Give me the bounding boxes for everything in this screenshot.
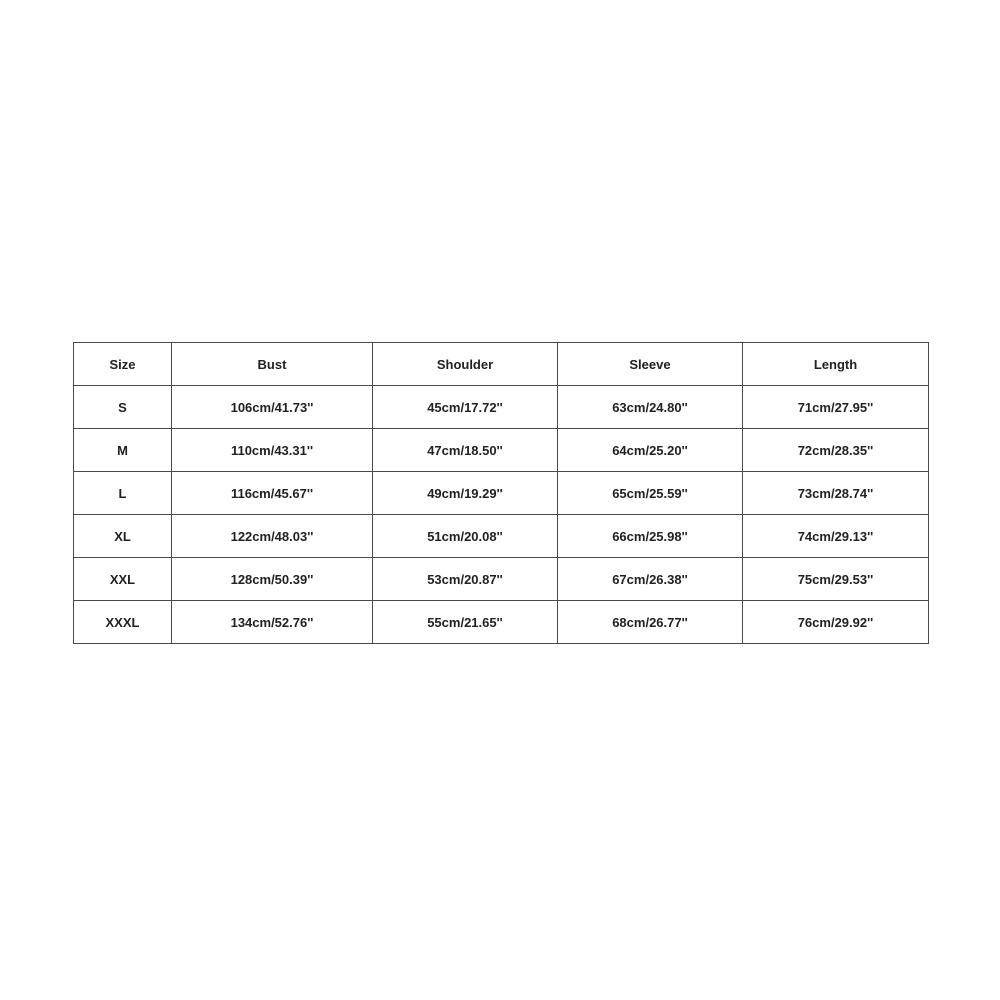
shoulder-cell: 53cm/20.87'' <box>373 558 558 601</box>
bust-cell: 110cm/43.31'' <box>172 429 373 472</box>
size-cell: XL <box>74 515 172 558</box>
header-shoulder: Shoulder <box>373 343 558 386</box>
size-cell: XXXL <box>74 601 172 644</box>
shoulder-cell: 51cm/20.08'' <box>373 515 558 558</box>
bust-cell: 106cm/41.73'' <box>172 386 373 429</box>
bust-cell: 116cm/45.67'' <box>172 472 373 515</box>
size-cell: L <box>74 472 172 515</box>
length-cell: 75cm/29.53'' <box>743 558 929 601</box>
table-row <box>74 386 929 429</box>
length-cell: 74cm/29.13'' <box>743 515 929 558</box>
shoulder-cell: 47cm/18.50'' <box>373 429 558 472</box>
sleeve-cell: 67cm/26.38'' <box>558 558 743 601</box>
size-cell: XXL <box>74 558 172 601</box>
header-length: Length <box>743 343 929 386</box>
sleeve-cell: 63cm/24.80'' <box>558 386 743 429</box>
shoulder-cell: 55cm/21.65'' <box>373 601 558 644</box>
bust-cell: 128cm/50.39'' <box>172 558 373 601</box>
header-bust: Bust <box>172 343 373 386</box>
table-row <box>74 515 929 558</box>
sleeve-cell: 65cm/25.59'' <box>558 472 743 515</box>
length-cell: 76cm/29.92'' <box>743 601 929 644</box>
table-row <box>74 601 929 644</box>
length-cell: 72cm/28.35'' <box>743 429 929 472</box>
length-cell: 71cm/27.95'' <box>743 386 929 429</box>
table-row <box>74 558 929 601</box>
table-row <box>74 472 929 515</box>
length-cell: 73cm/28.74'' <box>743 472 929 515</box>
table-row <box>74 429 929 472</box>
sleeve-cell: 68cm/26.77'' <box>558 601 743 644</box>
table-header-row <box>74 343 929 386</box>
sleeve-cell: 64cm/25.20'' <box>558 429 743 472</box>
size-cell: S <box>74 386 172 429</box>
header-size: Size <box>74 343 172 386</box>
header-sleeve: Sleeve <box>558 343 743 386</box>
shoulder-cell: 45cm/17.72'' <box>373 386 558 429</box>
sleeve-cell: 66cm/25.98'' <box>558 515 743 558</box>
bust-cell: 134cm/52.76'' <box>172 601 373 644</box>
size-chart-table <box>73 342 929 644</box>
size-cell: M <box>74 429 172 472</box>
bust-cell: 122cm/48.03'' <box>172 515 373 558</box>
shoulder-cell: 49cm/19.29'' <box>373 472 558 515</box>
